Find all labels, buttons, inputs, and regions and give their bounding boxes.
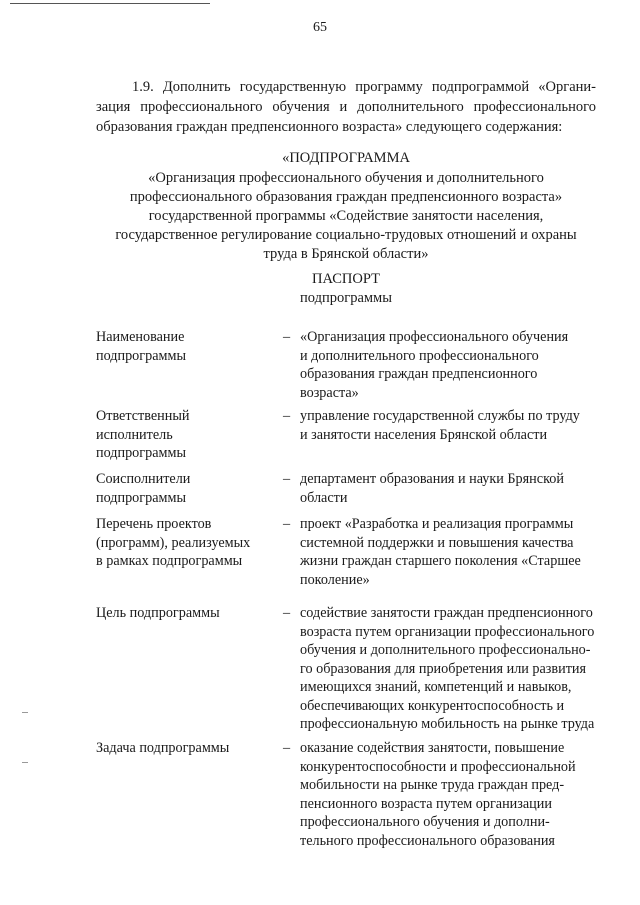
passport-title: ПАСПОРТ — [312, 271, 380, 287]
row-label: Перечень проектов (программ), реализуемых в рамках подпрограммы — [96, 516, 251, 569]
dash-mark: – — [283, 408, 291, 424]
row-label: Задача подпрограммы — [96, 740, 230, 756]
passport-heading — [96, 270, 596, 308]
margin-mark — [22, 762, 28, 763]
dash-mark: – — [283, 516, 291, 532]
row-label: Соисполнители подпрограммы — [96, 471, 191, 506]
dash-mark: – — [283, 740, 291, 756]
passport-subtitle: подпрограммы — [300, 290, 392, 306]
intro-paragraph — [96, 77, 596, 137]
dash-mark: – — [283, 605, 291, 621]
row-value: департамент образования и науки Брянской области — [300, 471, 564, 506]
row-label: Наименование подпрограммы — [96, 329, 186, 364]
row-label: Ответственный исполнитель подпрограммы — [96, 408, 190, 461]
margin-mark — [22, 712, 28, 713]
subprogram-header-line: государственной программы «Содействие занятости населения, — [148, 208, 544, 224]
row-value: управление государственной службы по труду и занятости населения Брянской области — [300, 408, 580, 443]
row-label: Цель подпрограммы — [96, 605, 220, 621]
scan-top-line — [10, 3, 210, 4]
row-value: содействие занятости граждан предпенсионного возраста путем организации профессионального обучения и дополнительного профессионально- го образования для приобретения или развития имеющихся знаний, компетенций и навыков, обеспечивающих конкурентоспособность и профессиональную мобильность на рынке труда — [300, 605, 595, 732]
intro-line: зация профессионального обучения и дополнительного профессионального — [96, 99, 596, 115]
subprogram-header-line: профессионального образования граждан предпенсионного возраста» — [129, 189, 563, 205]
dash-mark: – — [283, 329, 291, 345]
page-number: 65 — [313, 20, 327, 35]
subprogram-title: «ПОДПРОГРАММА — [282, 150, 410, 166]
row-value: проект «Разработка и реализация программы системной поддержки и повышения качества жизни граждан старшего поколения «Старшее поколение» — [300, 516, 581, 588]
row-value: оказание содействия занятости, повышение конкурентоспособности и профессиональной мобильности на рынке труда граждан пред- пенсионного возраста путем организации профессионального обучения и дополни- тельного профессионального образования — [300, 740, 576, 849]
subprogram-header-line: труда в Брянской области» — [263, 246, 429, 262]
intro-line: 1.9. Дополнить государственную программу подпрограммой «Органи- — [132, 79, 596, 95]
subprogram-header-line: государственное регулирование социально-трудовых отношений и охраны — [115, 227, 577, 243]
row-value: «Организация профессионального обучения и дополнительного профессионального образования граждан предпенсионного возраста» — [300, 329, 569, 401]
subprogram-header-line: «Организация профессионального обучения и дополнительного — [148, 170, 544, 186]
intro-line: образования граждан предпенсионного возраста» следующего содержания: — [96, 119, 563, 135]
dash-mark: – — [283, 471, 291, 487]
subprogram-header — [96, 149, 596, 264]
